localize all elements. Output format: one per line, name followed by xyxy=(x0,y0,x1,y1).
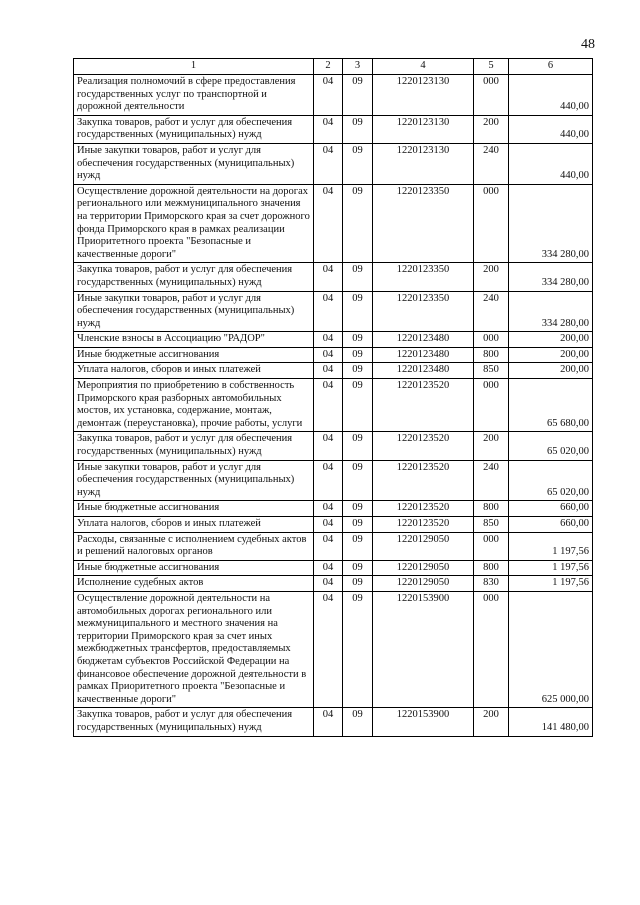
target-article-cell: 1220123480 xyxy=(373,363,474,379)
subsection-code-cell: 09 xyxy=(343,517,373,533)
subsection-code-cell: 09 xyxy=(343,263,373,291)
target-article-cell: 1220123130 xyxy=(373,115,474,143)
table-row xyxy=(74,460,593,501)
target-article-cell: 1220123350 xyxy=(373,184,474,263)
section-code-cell: 04 xyxy=(314,143,343,184)
table-row xyxy=(74,560,593,576)
row-name-cell: Закупка товаров, работ и услуг для обеспечения государственных (муниципальных) нужд xyxy=(74,708,314,736)
expense-type-cell: 850 xyxy=(474,517,509,533)
row-name-cell: Иные закупки товаров, работ и услуг для обеспечения государственных (муниципальных) нужд xyxy=(74,143,314,184)
expense-type-cell: 800 xyxy=(474,501,509,517)
amount-cell: 334 280,00 xyxy=(509,184,593,263)
expense-type-cell: 200 xyxy=(474,115,509,143)
row-name-cell: Иные бюджетные ассигнования xyxy=(74,560,314,576)
section-code-cell: 04 xyxy=(314,184,343,263)
expense-type-cell: 240 xyxy=(474,291,509,332)
expense-type-cell: 830 xyxy=(474,576,509,592)
row-name-cell: Уплата налогов, сборов и иных платежей xyxy=(74,517,314,533)
subsection-code-cell: 09 xyxy=(343,363,373,379)
expense-type-cell: 000 xyxy=(474,591,509,707)
amount-cell: 200,00 xyxy=(509,363,593,379)
subsection-code-cell: 09 xyxy=(343,432,373,460)
table-row xyxy=(74,708,593,736)
row-name-cell: Закупка товаров, работ и услуг для обеспечения государственных (муниципальных) нужд xyxy=(74,115,314,143)
table-row xyxy=(74,75,593,116)
row-name-cell: Иные бюджетные ассигнования xyxy=(74,347,314,363)
target-article-cell: 1220123350 xyxy=(373,291,474,332)
target-article-cell: 1220123520 xyxy=(373,379,474,432)
expense-type-cell: 000 xyxy=(474,532,509,560)
table-row xyxy=(74,363,593,379)
table-header-row xyxy=(74,59,593,75)
section-code-cell: 04 xyxy=(314,75,343,116)
table-row xyxy=(74,517,593,533)
row-name-cell: Мероприятия по приобретению в собственность Приморского края разборных автомобильных мостов, их установка, содержание, монтаж, демонтаж (переустановка), прочие работы, услуги xyxy=(74,379,314,432)
target-article-cell: 1220123520 xyxy=(373,517,474,533)
subsection-code-cell: 09 xyxy=(343,332,373,348)
subsection-code-cell: 09 xyxy=(343,379,373,432)
section-code-cell: 04 xyxy=(314,363,343,379)
target-article-cell: 1220123520 xyxy=(373,432,474,460)
section-code-cell: 04 xyxy=(314,591,343,707)
row-name-cell: Уплата налогов, сборов и иных платежей xyxy=(74,363,314,379)
section-code-cell: 04 xyxy=(314,576,343,592)
expense-type-cell: 800 xyxy=(474,347,509,363)
expense-type-cell: 000 xyxy=(474,184,509,263)
row-name-cell: Членские взносы в Ассоциацию "РАДОР" xyxy=(74,332,314,348)
budget-table xyxy=(73,58,593,737)
amount-cell: 440,00 xyxy=(509,75,593,116)
amount-cell: 1 197,56 xyxy=(509,560,593,576)
target-article-cell: 1220129050 xyxy=(373,532,474,560)
row-name-cell: Иные закупки товаров, работ и услуг для обеспечения государственных (муниципальных) нужд xyxy=(74,291,314,332)
column-header: 2 xyxy=(314,59,343,75)
amount-cell: 200,00 xyxy=(509,347,593,363)
table-row xyxy=(74,184,593,263)
subsection-code-cell: 09 xyxy=(343,576,373,592)
subsection-code-cell: 09 xyxy=(343,708,373,736)
section-code-cell: 04 xyxy=(314,263,343,291)
amount-cell: 660,00 xyxy=(509,501,593,517)
target-article-cell: 1220123480 xyxy=(373,332,474,348)
subsection-code-cell: 09 xyxy=(343,501,373,517)
subsection-code-cell: 09 xyxy=(343,347,373,363)
section-code-cell: 04 xyxy=(314,115,343,143)
subsection-code-cell: 09 xyxy=(343,560,373,576)
amount-cell: 334 280,00 xyxy=(509,263,593,291)
subsection-code-cell: 09 xyxy=(343,75,373,116)
column-header: 3 xyxy=(343,59,373,75)
section-code-cell: 04 xyxy=(314,708,343,736)
section-code-cell: 04 xyxy=(314,432,343,460)
column-header: 1 xyxy=(74,59,314,75)
target-article-cell: 1220123350 xyxy=(373,263,474,291)
expense-type-cell: 240 xyxy=(474,460,509,501)
expense-type-cell: 000 xyxy=(474,332,509,348)
section-code-cell: 04 xyxy=(314,532,343,560)
amount-cell: 1 197,56 xyxy=(509,576,593,592)
page-number: 48 xyxy=(581,37,595,52)
expense-type-cell: 200 xyxy=(474,432,509,460)
section-code-cell: 04 xyxy=(314,332,343,348)
table-row xyxy=(74,591,593,707)
row-name-cell: Иные бюджетные ассигнования xyxy=(74,501,314,517)
row-name-cell: Закупка товаров, работ и услуг для обеспечения государственных (муниципальных) нужд xyxy=(74,432,314,460)
row-name-cell: Закупка товаров, работ и услуг для обеспечения государственных (муниципальных) нужд xyxy=(74,263,314,291)
amount-cell: 660,00 xyxy=(509,517,593,533)
table-row xyxy=(74,347,593,363)
section-code-cell: 04 xyxy=(314,517,343,533)
expense-type-cell: 240 xyxy=(474,143,509,184)
expense-type-cell: 850 xyxy=(474,363,509,379)
row-name-cell: Расходы, связанные с исполнением судебных актов и решений налоговых органов xyxy=(74,532,314,560)
target-article-cell: 1220123520 xyxy=(373,460,474,501)
column-header: 4 xyxy=(373,59,474,75)
section-code-cell: 04 xyxy=(314,460,343,501)
target-article-cell: 1220123130 xyxy=(373,75,474,116)
amount-cell: 1 197,56 xyxy=(509,532,593,560)
subsection-code-cell: 09 xyxy=(343,291,373,332)
section-code-cell: 04 xyxy=(314,501,343,517)
amount-cell: 440,00 xyxy=(509,115,593,143)
subsection-code-cell: 09 xyxy=(343,460,373,501)
section-code-cell: 04 xyxy=(314,347,343,363)
target-article-cell: 1220129050 xyxy=(373,576,474,592)
column-header: 6 xyxy=(509,59,593,75)
row-name-cell: Иные закупки товаров, работ и услуг для обеспечения государственных (муниципальных) нужд xyxy=(74,460,314,501)
row-name-cell: Реализация полномочий в сфере предоставления государственных услуг по транспортной и дорожной деятельности xyxy=(74,75,314,116)
amount-cell: 65 680,00 xyxy=(509,379,593,432)
row-name-cell: Осуществление дорожной деятельности на автомобильных дорогах регионального или межмуниципального и местного значения на территории Приморского края за счет иных межбюджетных трансфертов, предоставляемых бюджетам субъектов Российской Федерации на финансовое обеспечение дорожной деятельности в рамках Приоритетного проекта "Безопасные и качественные дороги" xyxy=(74,591,314,707)
table-row xyxy=(74,263,593,291)
row-name-cell: Исполнение судебных актов xyxy=(74,576,314,592)
expense-type-cell: 800 xyxy=(474,560,509,576)
table-row xyxy=(74,291,593,332)
target-article-cell: 1220123520 xyxy=(373,501,474,517)
amount-cell: 625 000,00 xyxy=(509,591,593,707)
expense-type-cell: 200 xyxy=(474,708,509,736)
section-code-cell: 04 xyxy=(314,560,343,576)
row-name-cell: Осуществление дорожной деятельности на дорогах регионального или межмуниципального значения на территории Приморского края за счет дорожного фонда Приморского края в рамках реализации Приоритетного проекта "Безопасные и качественные дороги" xyxy=(74,184,314,263)
subsection-code-cell: 09 xyxy=(343,143,373,184)
target-article-cell: 1220123130 xyxy=(373,143,474,184)
table-row xyxy=(74,115,593,143)
amount-cell: 334 280,00 xyxy=(509,291,593,332)
target-article-cell: 1220153900 xyxy=(373,708,474,736)
amount-cell: 200,00 xyxy=(509,332,593,348)
expense-type-cell: 200 xyxy=(474,263,509,291)
subsection-code-cell: 09 xyxy=(343,591,373,707)
table-row xyxy=(74,379,593,432)
expense-type-cell: 000 xyxy=(474,75,509,116)
table-row xyxy=(74,501,593,517)
table-row xyxy=(74,532,593,560)
amount-cell: 141 480,00 xyxy=(509,708,593,736)
subsection-code-cell: 09 xyxy=(343,532,373,560)
subsection-code-cell: 09 xyxy=(343,184,373,263)
section-code-cell: 04 xyxy=(314,379,343,432)
table-row xyxy=(74,332,593,348)
target-article-cell: 1220129050 xyxy=(373,560,474,576)
amount-cell: 65 020,00 xyxy=(509,460,593,501)
table-row xyxy=(74,432,593,460)
expense-type-cell: 000 xyxy=(474,379,509,432)
amount-cell: 65 020,00 xyxy=(509,432,593,460)
section-code-cell: 04 xyxy=(314,291,343,332)
column-header: 5 xyxy=(474,59,509,75)
table-row xyxy=(74,576,593,592)
subsection-code-cell: 09 xyxy=(343,115,373,143)
table-row xyxy=(74,143,593,184)
target-article-cell: 1220153900 xyxy=(373,591,474,707)
amount-cell: 440,00 xyxy=(509,143,593,184)
target-article-cell: 1220123480 xyxy=(373,347,474,363)
